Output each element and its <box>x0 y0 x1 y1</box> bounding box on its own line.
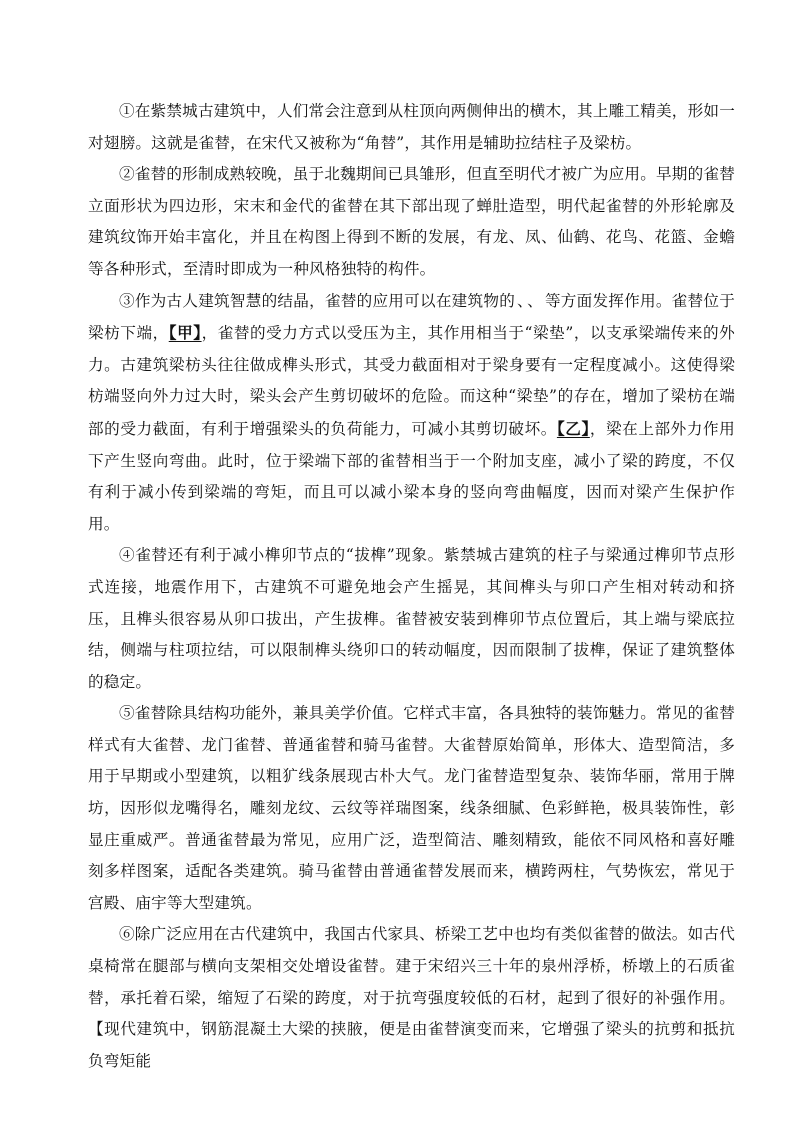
paragraph-3 <box>88 286 735 541</box>
document-page <box>88 96 735 1077</box>
paragraph-1-text: ①在紫禁城古建筑中，人们常会注意到从柱顶向两侧伸出的横木，其上雕工精美，形如一对翅膀。这就是雀替，在宋代又被称为“角替”，其作用是辅助拉结柱子及梁枋。 <box>88 102 735 152</box>
blank-separator-2: 、 <box>527 291 543 310</box>
paragraph-6 <box>88 919 735 1077</box>
paragraph-6-text-a: ⑥除广泛应用在古代建筑中，我国古代家具、桥梁工艺中也均有类似雀替的做法。如古代桌椅常在腿部与横向支架相交处增设雀替。建于宋绍兴三十年的泉州浮桥，桥墩上的石质雀替，承托着石梁，缩短了石梁的跨度，对于抗弯强度较低的石材，起到了很好的补强作用。 <box>88 925 735 1007</box>
marker-yi: 【乙】 <box>556 418 590 438</box>
paragraph-2 <box>88 159 735 285</box>
paragraph-6-text-b: 【现代建筑中，钢筋混凝土大梁的挟腋，便是由雀替演变而来，它增强了梁头的抗剪和抵抗负弯矩能 <box>88 1020 735 1070</box>
paragraph-4-text: ④雀替还有利于减小榫卯节点的“拔榫”现象。紫禁城古建筑的柱子与梁通过榫卯节点形式连接，地震作用下，古建筑不可避免地会产生摇晃，其间榫头与卯口产生相对转动和挤压，且榫头很容易从卯口拔出，产生拔榫。雀替被安装到榫卯节点位置后，其上端与梁底拉结，侧端与柱项拉结，可以限制榫头绕卯口的转动幅度，因而限制了拔榫，保证了建筑整体的稳定。 <box>88 546 735 691</box>
paragraph-2-text: ②雀替的形制成熟较晚，虽于北魏期间已具雏形，但直至明代才被广为应用。早期的雀替立面形状为四边形，宋末和金代的雀替在其下部出现了蝉肚造型，明代起雀替的外形轮廓及建筑纹饰开始丰富化，并且在构图上得到不断的发展，有龙、凤、仙鹤、花鸟、花篮、金蟾等各种形式，至清时即成为一种风格独特的构件。 <box>88 165 735 278</box>
paragraph-4 <box>88 540 735 698</box>
paragraph-5 <box>88 698 735 919</box>
paragraph-3-text-a: ③作为古人建筑智慧的结晶，雀替的应用可以在建筑物的 <box>119 291 516 310</box>
paragraph-3-text-c: ，雀替的受力方式以受压为主，其作用相当于“梁垫”，以支承梁端传来的外力。古建筑梁枋头往往做成榫头形式，其受力截面相对于梁身要有一定程度减小。这使得梁枋端竖向外力过大时，梁头会产生剪切破坏的危险。而这种“梁垫”的存在，增加了梁枋在端部的受力截面，有利于增强梁头的负荷能力，可减小其剪切破坏。 <box>88 324 735 438</box>
paragraph-3-text-d: ，梁在上部外力作用下产生竖向弯曲。此时，位于梁端下部的雀替相当于一个附加支座，减小了梁的跨度，不仅有利于减小传到梁端的弯矩，而且可以减小梁本身的竖向弯曲幅度，因而对梁产生保护作用。 <box>88 419 735 533</box>
blank-separator-1: 、 <box>517 291 526 310</box>
marker-jia: 【甲】 <box>168 323 202 343</box>
paragraph-5-text: ⑤雀替除具结构功能外，兼具美学价值。它样式丰富，各具独特的装饰魅力。常见的雀替样式有大雀替、龙门雀替、普通雀替和骑马雀替。大雀替原始简单，形体大、造型简洁，多用于早期或小型建筑，以粗犷线条展现古朴大气。龙门雀替造型复杂、装饰华丽，常用于牌坊，因形似龙嘴得名，雕刻龙纹、云纹等祥瑞图案，线条细腻、色彩鲜艳，极具装饰性，彰显庄重威严。普通雀替最为常见，应用广泛，造型简洁、雕刻精致，能依不同风格和喜好雕刻多样图案，适配各类建筑。骑马雀替由普通雀替发展而来，横跨两柱，气势恢宏，常见于宫殿、庙宇等大型建筑。 <box>88 704 735 912</box>
paragraph-1 <box>88 96 735 159</box>
paragraph-3-text-b: 等方面发挥作用。雀替位于梁枋下端， <box>88 291 735 343</box>
